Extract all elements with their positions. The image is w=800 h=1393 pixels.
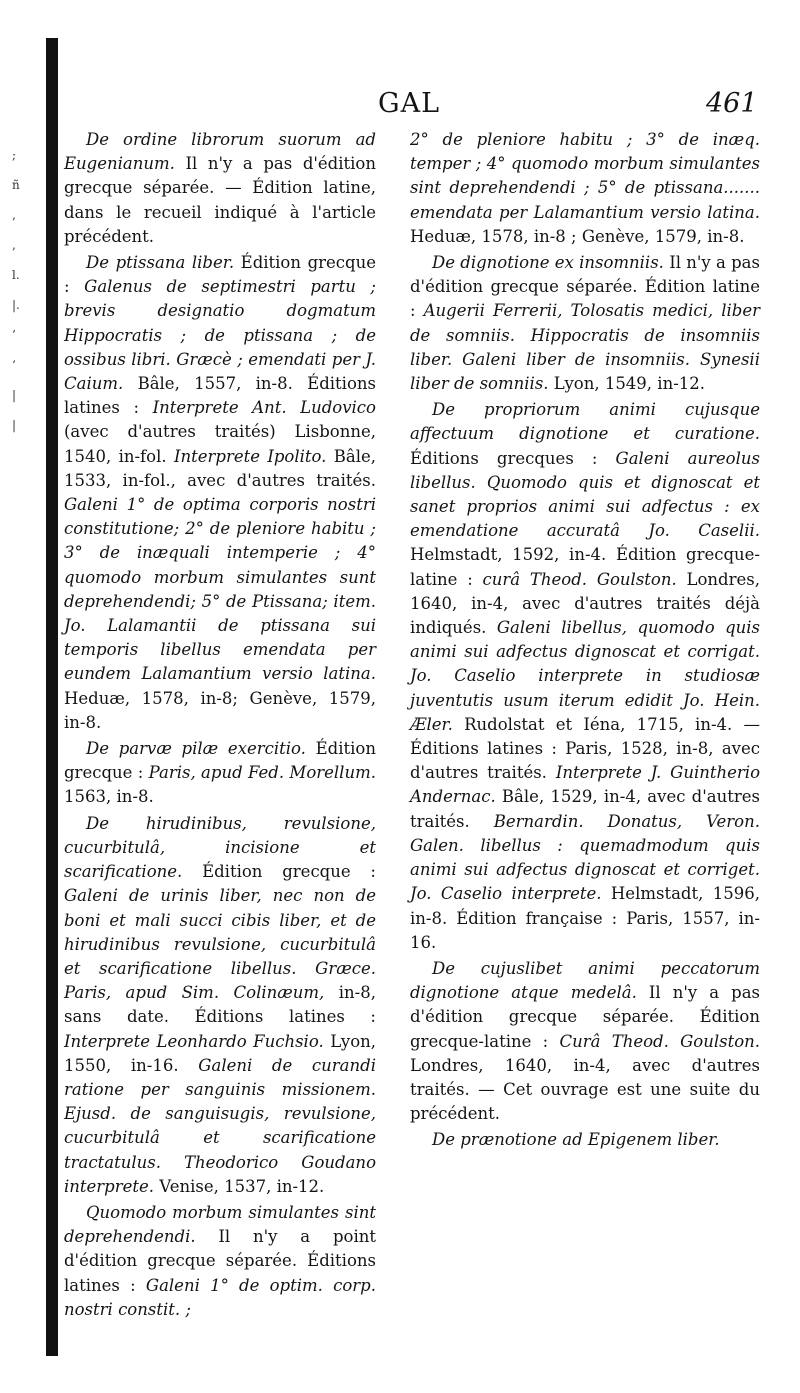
italic-title-text: Galeni de curandi ratione per sanguinis missionem. Ejusd. de sanguisugis, revulsione, cucurbitulâ et scarificatione tractatulus. Theodorico Goudano interprete. — [64, 1055, 376, 1196]
entry-text: Londres, 1640, in-4, avec d'autres traités. — Cet ouvrage est une suite du précédent. — [410, 1055, 760, 1124]
italic-title-text: De dignotione ex insomniis. — [432, 253, 664, 273]
entry-text: Heduæ, 1578, in-8 ; Genève, 1579, in-8. — [410, 226, 745, 246]
italic-title-text: Quomodo morbum simulantes sint deprehendendi. — [64, 1202, 376, 1247]
entry-text: (avec d'autres traités) Lisbonne, 1540, in-fol. — [64, 422, 376, 466]
bibliography-entry — [410, 957, 760, 1126]
entry-text: Venise, 1537, in-12. — [154, 1176, 325, 1196]
entry-text: Bâle, 1529, in-4, avec d'autres traités. — [410, 787, 760, 831]
entry-text: Londres, 1640, in-4, avec d'autres traités déjà indiqués. — [410, 569, 760, 638]
entry-text: Bâle, 1557, in-8. Éditions latines : — [64, 374, 376, 418]
margin-mark: ‚ — [12, 208, 16, 222]
margin-mark: ñ — [12, 178, 20, 192]
italic-title-text: Bernardin. Donatus, Veron. Galen. libellus : quemadmodum quis animi sui adfectus dignoscat et corriget. Jo. Caselio interprete. — [410, 811, 760, 904]
entry-text: Édition grecque : — [182, 862, 376, 882]
italic-title-text: curâ Theod. Goulston. — [482, 569, 677, 589]
italic-title-text: Interprete Ant. Ludovico — [152, 398, 376, 418]
italic-title-text: De prænotione ad Epigenem liber. — [432, 1130, 720, 1150]
margin-mark: |. — [12, 298, 20, 312]
italic-title-text: Augerii Ferrerii, Tolosatis medici, liber de somniis. Hippocratis de insomniis liber. Galeni liber de insomniis. Synesii liber de somniis. — [410, 301, 760, 394]
italic-title-text: De cujuslibet animi peccatorum dignotione atque medelâ. — [410, 958, 760, 1003]
italic-title-text: Galeni aureolus libellus. Quomodo quis et dignoscat et sanet proprios animi sui adfectus : ex emendatione accuratâ Jo. Caselii. — [410, 448, 760, 541]
margin-mark: ; — [12, 148, 17, 162]
margin-mark: | — [12, 418, 17, 432]
italic-title-text: Galeni 1° de optim. corp. nostri constit. ; — [64, 1275, 376, 1319]
italic-title-text: De ordine librorum suorum ad Eugenianum. — [64, 130, 376, 174]
italic-title-text: Galenus de septimestri partu ; brevis designatio dogmatum Hippocratis ; de ptissana ; de ossibus libri. Græcè ; emendati per J. Caium. — [64, 277, 376, 394]
bibliography-entry — [410, 1128, 760, 1152]
entry-text: Lyon, 1550, in-16. — [64, 1031, 376, 1075]
margin-mark: l. — [12, 268, 20, 282]
right-column — [410, 128, 760, 1155]
margin-mark: ’ — [12, 328, 16, 342]
left-column — [64, 128, 376, 1324]
italic-title-text: Curâ Theod. Goulston. — [559, 1031, 761, 1051]
entry-text: Il n'y a point d'édition grecque séparée. Éditions latines : — [64, 1227, 376, 1295]
entry-text: Bâle, 1533, in-fol., avec d'autres traités. — [64, 446, 377, 490]
entry-text: 1563, in-8. — [64, 787, 154, 807]
entry-text: Helmstadt, 1592, in-4. Édition grecque-latine : — [410, 545, 760, 589]
bibliography-entry — [64, 737, 376, 810]
bibliography-entry — [64, 812, 376, 1199]
margin-mark: | — [12, 388, 17, 402]
italic-title-text: Galeni de urinis liber, nec non de boni et mali succi cibis liber, et de hirudinibus revulsione, cucurbitulâ et scarificatione libellus. Græce. Paris, apud Sim. Colinæum, — [64, 886, 376, 1003]
running-title: GAL — [378, 88, 440, 119]
entry-text: Il n'y a pas d'édition grecque séparée. — Édition latine, dans le recueil indiqué à l'article précédent. — [64, 154, 376, 246]
entry-text: Édition grecque : — [64, 253, 376, 297]
italic-title-text: De ptissana liber. — [86, 253, 235, 273]
entry-text: in-8, sans date. Éditions latines : — [64, 983, 377, 1027]
entry-text: Édition grecque : — [64, 739, 376, 783]
bibliography-entry — [410, 251, 760, 396]
bibliography-entry — [410, 398, 760, 955]
entry-text: Rudolstat et Iéna, 1715, in-4. — Éditions latines : Paris, 1528, in-8, avec d'autres traités. — [410, 714, 760, 783]
entry-text: Heduæ, 1578, in-8; Genève, 1579, in-8. — [64, 688, 376, 732]
italic-title-text: De parvæ pilæ exercitio. — [86, 739, 306, 759]
entry-text: Lyon, 1549, in-12. — [548, 374, 706, 394]
margin-marks — [12, 140, 44, 440]
italic-title-text: 2° de pleniore habitu ; 3° de inæq. temper ; 4° quomodo morbum simulantes sint deprehendendi ; 5° de ptissana....... emendata per Lalamantium versio latina. — [410, 130, 760, 222]
entry-text: Il n'y a pas d'édition grecque séparée. Édition latine : — [410, 253, 760, 321]
bibliography-entry — [64, 128, 376, 249]
bibliography-entry — [64, 1201, 376, 1322]
italic-title-text: Galeni libellus, quomodo quis animi sui adfectus dignoscat et corrigat. Jo. Caselio interprete in studiosæ juventutis usum iterum edidit Jo. Hein. Æler. — [410, 618, 760, 734]
italic-title-text: Paris, apud Fed. Morellum. — [148, 763, 376, 783]
italic-title-text: Galeni 1° de optima corporis nostri constitutione; 2° de pleniore habitu ; 3° de inæquali intemperie ; 4° quomodo morbum simulantes sunt deprehendendi; 5° de Ptissana; item. Jo. Lalamantii de ptissana sui temporis libellus emendata per eundem Lalamantium versio latina. — [64, 495, 376, 684]
page-binding-edge — [46, 38, 58, 1356]
italic-title-text: Interprete J. Guintherio Andernac. — [410, 763, 761, 807]
italic-title-text: De hirudinibus, revulsione, cucurbitulâ, incisione et scarificatione. — [64, 813, 376, 882]
margin-mark: ‘ — [12, 358, 16, 372]
entry-text: Helmstadt, 1596, in-8. Édition française : Paris, 1557, in-16. — [410, 884, 760, 952]
page-number: 461 — [706, 88, 758, 119]
italic-title-text: De propriorum animi cujusque affectuum dignotione et curatione. — [410, 400, 760, 444]
bibliography-entry — [410, 128, 760, 249]
entry-text: Il n'y a pas d'édition grecque séparée. Édition grecque-latine : — [410, 983, 760, 1051]
italic-title-text: Interprete Ipolito. — [173, 446, 327, 466]
margin-mark: ‚ — [12, 238, 16, 252]
entry-text: Éditions grecques : — [410, 448, 616, 468]
bibliography-entry — [64, 251, 376, 735]
italic-title-text: Interprete Leonhardo Fuchsio. — [64, 1031, 324, 1051]
